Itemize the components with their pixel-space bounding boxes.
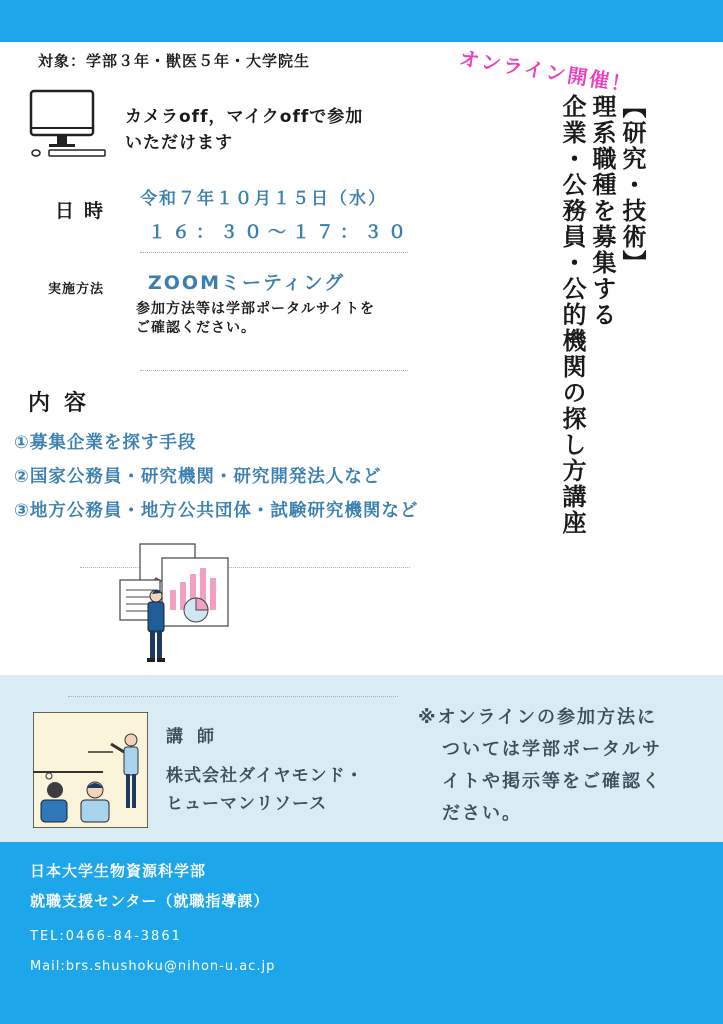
- method-label: 実施方法: [48, 282, 105, 297]
- online-event-tag: オンライン開催！: [457, 45, 635, 98]
- method-note-line-2: ご確認ください。: [136, 320, 256, 336]
- online-participation-note: [418, 702, 718, 830]
- title-line-3: 企業・公務員・公的機関の探し方講座: [558, 94, 586, 536]
- phone-number: TEL:0466-84-3861: [30, 929, 182, 944]
- contents-heading: 内容: [28, 391, 101, 416]
- schedule-time: １６：３０〜１７：３０: [148, 222, 412, 243]
- list-item: ①募集企業を探す手段: [14, 433, 197, 453]
- organization-department: 就職支援センター（就職指導課）: [30, 892, 270, 910]
- lecturer-name: [166, 762, 364, 818]
- schedule-label: 日時: [55, 200, 114, 222]
- divider: [140, 252, 408, 253]
- method-value: ZOOMミーティング: [148, 272, 346, 294]
- lecturer-name-line-2: ヒューマンリソース: [166, 794, 328, 814]
- list-item: ③地方公務員・地方公共団体・試験研究機関など: [14, 501, 419, 521]
- computer-icon: [27, 88, 109, 160]
- online-note-line-1: ※オンラインの参加方法に: [418, 707, 657, 728]
- footer: [0, 842, 723, 1024]
- method-note: [136, 300, 375, 338]
- title-line-2: 理系職種を募集する: [588, 94, 616, 328]
- lecturer-label: 講師: [166, 727, 228, 747]
- email-address: Mail:brs.shushoku@nihon-u.ac.jp: [30, 959, 276, 974]
- list-item: ②国家公務員・研究機関・研究開発法人など: [14, 467, 382, 487]
- online-note-line-4: ださい。: [442, 803, 522, 824]
- business-chart-illustration: [112, 540, 237, 665]
- method-note-line-1: 参加方法等は学部ポータルサイトを: [136, 301, 376, 317]
- schedule-date: 令和７年１０月１５日（水）: [140, 189, 387, 209]
- event-title: [557, 94, 647, 536]
- organization-name: 日本大学生物資源科学部: [30, 862, 207, 880]
- online-note-line-2: ついては学部ポータルサ: [442, 739, 662, 760]
- contents-list: [14, 428, 418, 530]
- divider: [140, 370, 408, 371]
- notice-line-2: いただけます: [125, 133, 233, 153]
- divider: [68, 696, 398, 697]
- target-audience: 対象：学部３年・獣医５年・大学院生: [38, 52, 311, 70]
- camera-mic-notice: [125, 104, 363, 156]
- title-line-1: 【研究・技術】: [618, 94, 646, 276]
- notice-line-1: カメラoff，マイクoffで参加: [125, 107, 364, 127]
- online-note-line-3: イトや掲示等をご確認く: [442, 771, 662, 792]
- top-band: [0, 0, 723, 42]
- lecturer-name-line-1: 株式会社ダイヤモンド・: [166, 766, 364, 786]
- lecture-illustration: [33, 712, 148, 828]
